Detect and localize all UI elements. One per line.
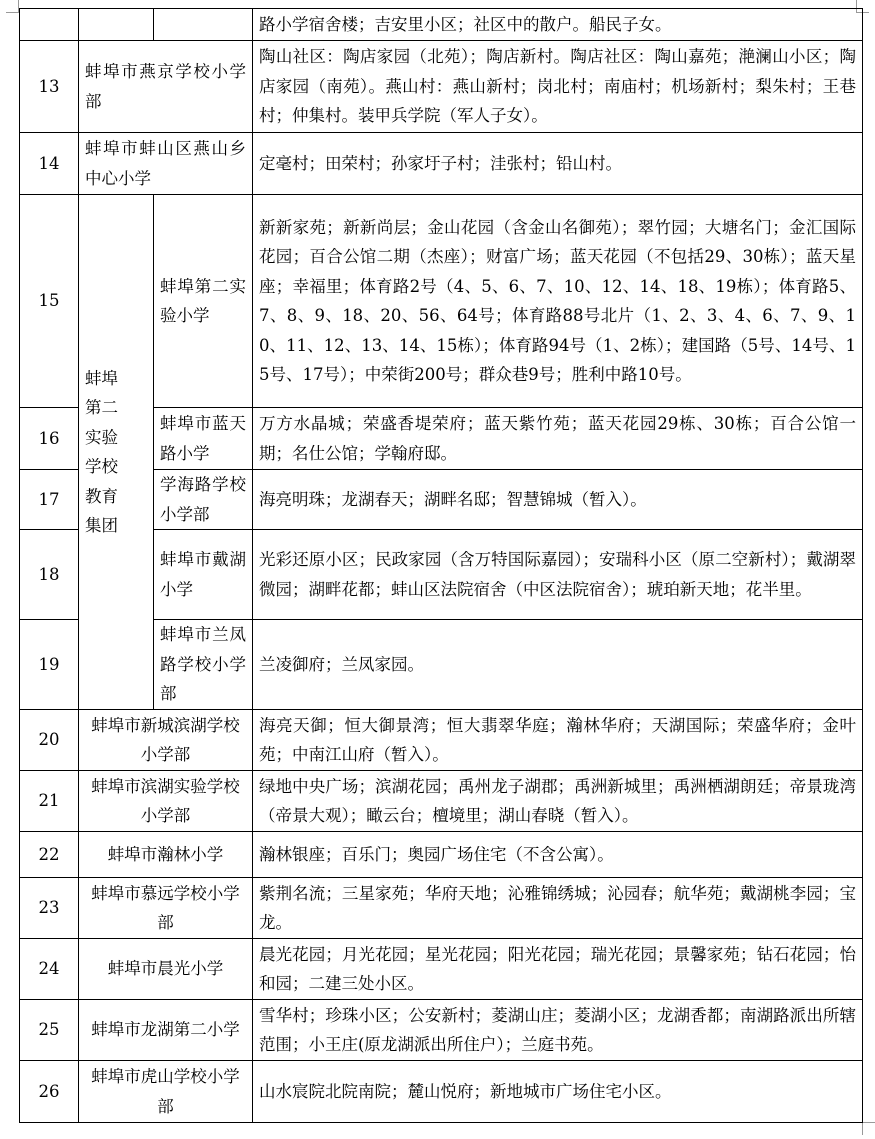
catchment-area-cell: 山水宸院北院南院；麓山悦府；新地城市广场住宅小区。: [253, 1061, 863, 1123]
row-number-cell: [20, 9, 79, 41]
catchment-area-cell: 绿地中央广场；滨湖花园；禹州龙子湖郡；禹洲新城里；禹洲栖湖朗廷；帝景珑湾（帝景大观）；瞰云台；檀境里；湖山春晓（暂入）。: [253, 771, 863, 832]
catchment-area-cell: 雪华村；珍珠小区；公安新村；菱湖山庄；菱湖小区；龙湖香都；南湖路派出所辖范围；小王庄(原龙湖派出所住户）；兰庭书苑。: [253, 1000, 863, 1061]
row-number-cell: 15: [20, 195, 79, 408]
row-number-cell: 17: [20, 470, 79, 530]
school-name-cell: 蚌埠市蓝天路小学: [154, 408, 253, 470]
catchment-area-cell: 海亮明珠；龙湖春天；湖畔名邸；智慧锦城（暂入）。: [253, 470, 863, 530]
row-number-cell: 26: [20, 1061, 79, 1123]
school-name-cell: 蚌埠市慕远学校小学部: [79, 878, 253, 939]
school-name-cell: 蚌埠市蚌山区燕山乡中心小学: [79, 133, 253, 195]
school-name-cell: 蚌埠市兰凤路学校小学部: [154, 620, 253, 710]
table-row: [20, 832, 863, 878]
row-number-cell: 16: [20, 408, 79, 470]
catchment-area-cell: 瀚林银座；百乐门；奥园广场住宅（不含公寓）。: [253, 832, 863, 878]
school-name-cell: [79, 9, 154, 41]
school-name-cell: 蚌埠市滨湖实验学校小学部: [79, 771, 253, 832]
school-name-cell: 蚌埠市戴湖小学: [154, 530, 253, 620]
corner-crop-mark-top-left: [6, 0, 19, 13]
school-zone-table: [19, 8, 863, 1123]
row-number-cell: 22: [20, 832, 79, 878]
school-name-cell: [154, 9, 253, 41]
catchment-area-cell: 陶山社区：陶店家园（北苑）；陶店新村。陶店社区：陶山嘉苑；滟澜山小区；陶店家园（南苑）。燕山村：燕山新村；岗北村；南庙村；机场新村；梨朱村；王巷村；仲集村。装甲兵学院（军人子女）。: [253, 41, 863, 133]
row-number-cell: 14: [20, 133, 79, 195]
row-number-cell: 25: [20, 1000, 79, 1061]
table-row: [20, 939, 863, 1000]
catchment-area-cell: 万方水晶城；荣盛香堤荣府；蓝天紫竹苑；蓝天花园29栋、30栋；百合公馆一期；名仕公馆；学翰府邸。: [253, 408, 863, 470]
education-group-label: 蚌埠第二实验学校教育集团: [85, 368, 118, 535]
table-row: [20, 771, 863, 832]
school-name-cell: 学海路学校小学部: [154, 470, 253, 530]
catchment-area-cell: 晨光花园；月光花园；星光花园；阳光花园；瑞光花园；景馨家苑；钻石花园；怡和园；二建三处小区。: [253, 939, 863, 1000]
catchment-area-cell: 海亮天御；恒大御景湾；恒大翡翠华庭；瀚林华府；天湖国际；荣盛华府；金叶苑；中南江山府（暂入）。: [253, 710, 863, 771]
row-number-cell: 21: [20, 771, 79, 832]
school-name-cell: 蚌埠市晨光小学: [79, 939, 253, 1000]
school-name-cell: 蚌埠市瀚林小学: [79, 832, 253, 878]
table-row: [20, 710, 863, 771]
row-number-cell: 13: [20, 41, 79, 133]
school-name-cell: 蚌埠第二实验小学: [154, 195, 253, 408]
school-name-cell: 蚌埠市新城滨湖学校小学部: [79, 710, 253, 771]
corner-crop-mark-bottom-right: [862, 1122, 875, 1135]
school-name-cell: 蚌埠市燕京学校小学部: [79, 41, 253, 133]
catchment-area-cell: 紫荆名流；三星家苑；华府天地；沁雅锦绣城；沁园春；航华苑；戴湖桃李园；宝龙。: [253, 878, 863, 939]
table-row: [20, 1061, 863, 1123]
catchment-area-cell: 光彩还原小区；民政家园（含万特国际嘉园）；安瑞科小区（原二空新村）；戴湖翠微园；湖畔花都；蚌山区法院宿舍（中区法院宿舍）；琥珀新天地；花半里。: [253, 530, 863, 620]
education-group-cell: [79, 195, 154, 710]
table-row: [20, 878, 863, 939]
table-row: [20, 1000, 863, 1061]
row-number-cell: 24: [20, 939, 79, 1000]
school-name-cell: 蚌埠市虎山学校小学部: [79, 1061, 253, 1123]
row-number-cell: 23: [20, 878, 79, 939]
row-number-cell: 19: [20, 620, 79, 710]
table-row: [20, 195, 863, 408]
catchment-area-cell: 定毫村；田荣村；孙家圩子村；洼张村；铅山村。: [253, 133, 863, 195]
table-row: [20, 9, 863, 41]
catchment-area-cell: 路小学宿舍楼；吉安里小区；社区中的散户。船民子女。: [253, 9, 863, 41]
catchment-area-cell: 新新家苑；新新尚层；金山花园（含金山名御苑）；翠竹园；大塘名门；金汇国际花园；百合公馆二期（杰座）；财富广场；蓝天花园（不包括29、30栋）；蓝天星座；幸福里；体育路2号（4、5、6、7、10、12、14、18、19栋）；体育路5、7、8、9、18、20、56、64号；体育路88号北片（1、2、3、4、6、7、9、10、11、12、13、14、15栋）；体育路94号（1、2栋）；建国路（5号、14号、15号、17号）；中荣街200号；群众巷9号；胜利中路10号。: [253, 195, 863, 408]
table-row: [20, 133, 863, 195]
row-number-cell: 18: [20, 530, 79, 620]
row-number-cell: 20: [20, 710, 79, 771]
school-name-cell: 蚌埠市龙湖第二小学: [79, 1000, 253, 1061]
catchment-area-cell: 兰凌御府；兰凤家园。: [253, 620, 863, 710]
table-row: [20, 41, 863, 133]
